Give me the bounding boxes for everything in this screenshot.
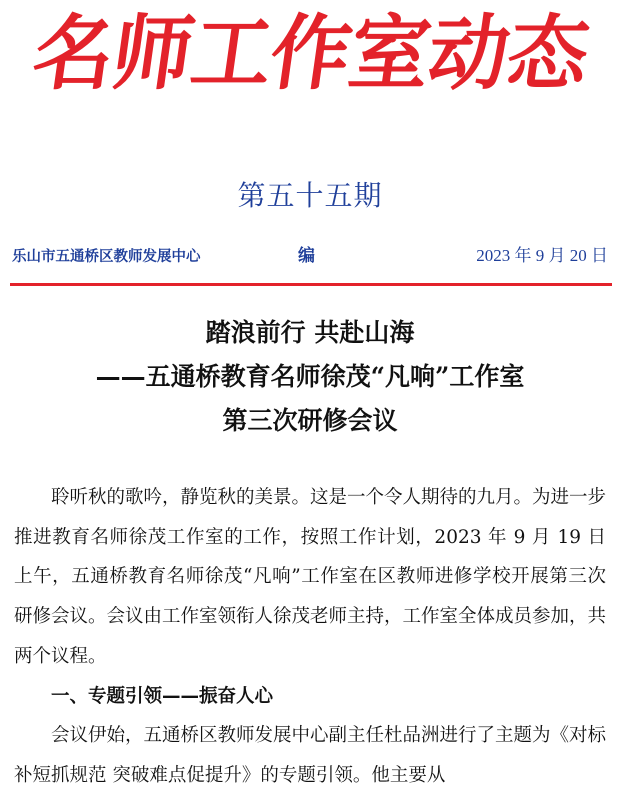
article-paragraph-2: 会议伊始，五通桥区教师发展中心副主任杜品洲进行了主题为《对标补短抓规范 突破难点促提升》的专题引领。他主要从: [14, 725, 607, 786]
publisher: 乐山市五通桥区教师发展中心: [12, 249, 201, 265]
article-title-line-3: 第三次研修会议: [222, 406, 398, 435]
article-body: [14, 478, 606, 796]
article-title-line-2: ——五通桥教育名师徐茂“凡响”工作室: [95, 362, 525, 391]
issue-number: 第五十五期: [237, 179, 383, 212]
header-divider: [10, 283, 612, 286]
masthead: [0, 2, 620, 112]
publication-info-row: [12, 243, 608, 271]
publication-date: 2023 年 9 月 20 日: [476, 246, 608, 265]
article-title-line-1: 踏浪前行 共赴山海: [205, 318, 415, 347]
article-title: [0, 311, 620, 443]
masthead-title: 名师工作室动态: [26, 6, 594, 101]
article-paragraph-1: 聆听秋的歌吟，静览秋的美景。这是一个令人期待的九月。为进一步推进教育名师徐茂工作室的工作，按照工作计划，2023 年 9 月 19 日上午，五通桥教育名师徐茂“凡响”工作室在区教师进修学校开展第三次研修会议。会议由工作室领衔人徐茂老师主持，工作室全体成员参加，共两个议程。: [14, 487, 607, 667]
section-heading-1: 一、专题引领——振奋人心: [51, 685, 274, 707]
editor-label: 编: [298, 246, 315, 266]
